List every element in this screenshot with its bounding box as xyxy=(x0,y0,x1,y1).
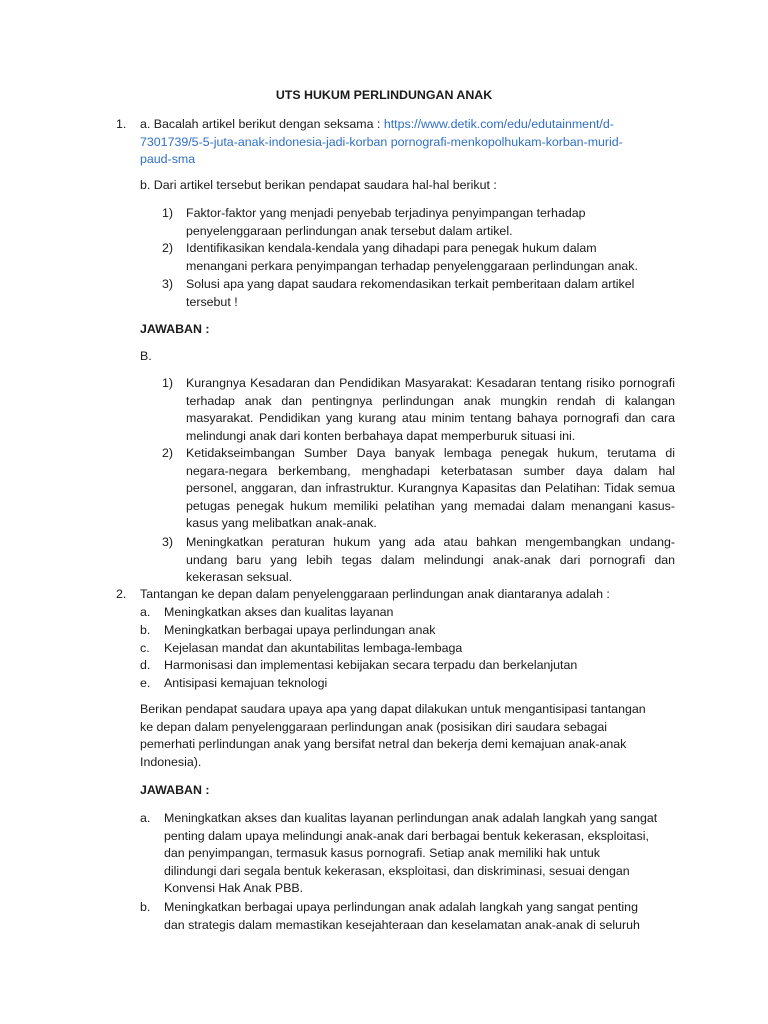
part-a-text: a. Bacalah artikel berikut dengan seksama : xyxy=(140,117,384,131)
answer-paragraph: Meningkatkan peraturan hukum yang ada atau bahkan mengembangkan undang-undang baru yang lebih tegas dalam melindungi anak-anak dari pornografi dan kekerasan seksual. xyxy=(186,535,675,585)
answer-number: 3) xyxy=(162,535,174,549)
question-2-intro: Tantangan ke depan dalam penyelenggaraan perlindungan anak diantaranya adalah : xyxy=(140,587,610,601)
question-1-part-b: b. Dari artikel tersebut berikan pendapat saudara hal-hal berikut : xyxy=(140,178,497,192)
challenge-item-letter: c. xyxy=(140,641,150,655)
challenge-item-letter: d. xyxy=(140,658,151,672)
sub-question-number: 2) xyxy=(162,241,174,255)
answer-number: 2) xyxy=(162,446,174,460)
prompt-line: Berikan pendapat saudara upaya apa yang dapat dilakukan untuk mengantisipasi tantangan xyxy=(140,702,646,716)
question-1-part-a xyxy=(140,116,660,169)
answer-paragraph xyxy=(164,810,684,898)
sub-question-line: menangani perkara penyimpangan terhadap penyelenggaraan perlindungan anak. xyxy=(186,258,638,273)
sub-question-line: tersebut ! xyxy=(186,294,238,309)
challenge-item: Antisipasi kemajuan teknologi xyxy=(164,676,328,690)
jawaban-heading-2: JAWABAN : xyxy=(140,783,210,797)
prompt-line: ke depan dalam penyelenggaraan perlindungan anak (posisikan diri saudara sebagai xyxy=(140,719,608,734)
prompt-line: pemerhati perlindungan anak yang bersifat netral dan bekerja demi kemajuan anak-anak xyxy=(140,737,627,752)
challenge-item-letter: b. xyxy=(140,623,151,637)
question-2-prompt xyxy=(140,701,680,771)
sub-question-line: penyelenggaraan perlindungan anak tersebut dalam artikel. xyxy=(186,223,513,238)
answer-letter: a. xyxy=(140,811,151,825)
sub-question xyxy=(186,276,686,311)
answer-number: 1) xyxy=(162,376,174,390)
challenge-item-letter: a. xyxy=(140,605,151,619)
answer-line: dan penyimpangan, termasuk kasus pornografi. Setiap anak memiliki hak untuk xyxy=(164,846,600,861)
article-link-continued[interactable]: 7301739/5-5-juta-anak-indonesia-jadi-korban pornografi-menkopolhukam-korban-murid- xyxy=(140,134,623,149)
challenge-item: Harmonisasi dan implementasi kebijakan secara terpadu dan berkelanjutan xyxy=(164,658,578,672)
answer-paragraph: Ketidakseimbangan Sumber Daya banyak lembaga penegak hukum, terutama di negara-negara berkembang, menghadapi keterbatasan sumber daya dalam hal personel, anggaran, dan infrastruktur. Kurangnya Kapasitas dan Pelatihan: Tidak semua petugas penegak hukum memiliki pelatihan yang memadai dalam menangani kasus-kasus yang melibatkan anak-anak. xyxy=(186,446,675,531)
question-1-number: 1. xyxy=(116,117,127,131)
sub-question-line: Identifikasikan kendala-kendala yang dihadapi para penegak hukum dalam xyxy=(186,241,597,255)
challenge-item: Kejelasan mandat dan akuntabilitas lembaga-lembaga xyxy=(164,641,463,655)
sub-question xyxy=(186,240,686,275)
answer-line: Meningkatkan berbagai upaya perlindungan anak adalah langkah yang sangat penting xyxy=(164,900,638,914)
question-2-number: 2. xyxy=(116,587,127,601)
answer-paragraph xyxy=(164,899,684,934)
sub-question xyxy=(186,205,686,240)
document-title: UTS HUKUM PERLINDUNGAN ANAK xyxy=(275,88,493,102)
sub-question-line: Solusi apa yang dapat saudara rekomendasikan terkait pemberitaan dalam artikel xyxy=(186,277,635,291)
answer-line: dan strategis dalam memastikan kesejahteraan dan keselamatan anak-anak di seluruh xyxy=(164,917,640,932)
challenge-item: Meningkatkan akses dan kualitas layanan xyxy=(164,605,394,619)
answer-letter: b. xyxy=(140,900,151,914)
sub-question-line: Faktor-faktor yang menjadi penyebab terjadinya penyimpangan terhadap xyxy=(186,206,586,220)
prompt-line: Indonesia). xyxy=(140,754,202,769)
article-link[interactable]: https://www.detik.com/edu/edutainment/d- xyxy=(383,117,614,131)
article-link-end[interactable]: paud-sma xyxy=(140,152,196,167)
jawaban-heading-1: JAWABAN : xyxy=(140,322,210,336)
answer-line: penting dalam upaya melindungi anak-anak dari berbagai bentuk kekerasan, eksploitasi, xyxy=(164,828,649,843)
challenge-item: Meningkatkan berbagai upaya perlindungan anak xyxy=(164,623,436,637)
answer-line: dilindungi dari segala bentuk kekerasan, eksploitasi, dan diskriminasi, sesuai dengan xyxy=(164,863,630,878)
answer-paragraph: Kurangnya Kesadaran dan Pendidikan Masyarakat: Kesadaran tentang risiko pornografi terhadap anak dan pentingnya perlindungan anak mungkin rendah di kalangan masyarakat. Pendidikan yang kurang atau minim tentang bahaya pornografi dan cara melindungi anak dari konten berbahaya dapat memperburuk situasi ini. xyxy=(186,376,675,443)
answer-line: Meningkatkan akses dan kualitas layanan perlindungan anak adalah langkah yang sangat xyxy=(164,811,658,825)
answer-section-b-label: B. xyxy=(140,349,152,363)
sub-question-number: 3) xyxy=(162,277,174,291)
sub-question-number: 1) xyxy=(162,206,174,220)
answer-line: Konvensi Hak Anak PBB. xyxy=(164,881,304,896)
challenge-item-letter: e. xyxy=(140,676,151,690)
